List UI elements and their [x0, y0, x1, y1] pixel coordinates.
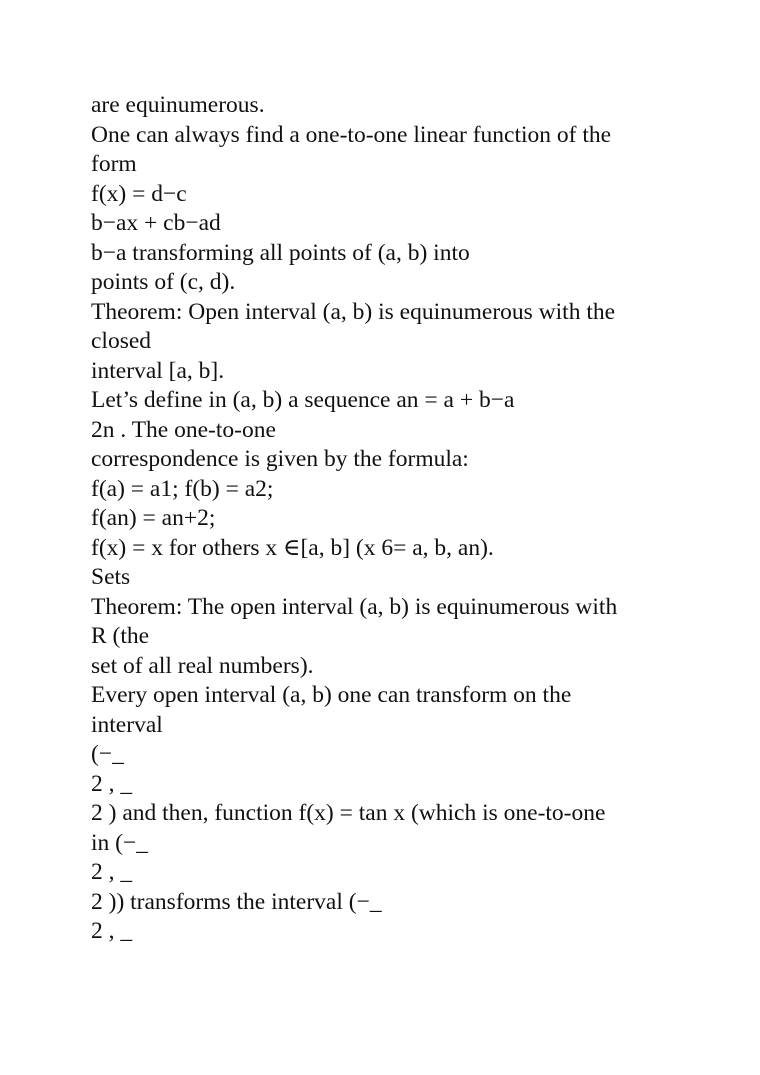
text-line: in (−_	[91, 829, 148, 856]
text-line: 2 , _	[91, 859, 133, 885]
text-line: are equinumerous.	[91, 92, 265, 118]
document-page	[91, 91, 731, 947]
text-line: f(x) = x for others x ∈[a, b] (x 6= a, b, an).	[91, 534, 494, 561]
text-line: 2 , _	[91, 918, 133, 944]
text-line: form	[91, 151, 137, 177]
text-line: Let’s define in (a, b) a sequence an = a + b−a	[91, 387, 515, 413]
text-line: R (the	[91, 623, 150, 649]
text-line: f(an) = an+2;	[91, 505, 216, 531]
text-line: Theorem: Open interval (a, b) is equinumerous with the	[91, 298, 616, 325]
text-line: 2 , _	[91, 770, 133, 797]
text-line: b−a transforming all points of (a, b) into	[91, 239, 470, 266]
text-line: 2 )) transforms the interval (−_	[91, 888, 382, 915]
text-line: Sets	[91, 564, 131, 590]
text-line: Theorem: The open interval (a, b) is equinumerous with	[91, 593, 618, 620]
text-line: set of all real numbers).	[91, 652, 314, 679]
text-line: One can always find a one-to-one linear function of the	[91, 121, 612, 148]
text-line: points of (c, d).	[91, 269, 236, 295]
text-line: (−_	[91, 741, 124, 767]
text-line: 2 ) and then, function f(x) = tan x (which is one-to-one	[91, 800, 606, 826]
text-line: Every open interval (a, b) one can transform on the	[91, 682, 572, 708]
text-line: interval	[91, 711, 163, 738]
text-line: f(a) = a1; f(b) = a2;	[91, 475, 274, 502]
text-line: interval [a, b].	[91, 357, 225, 384]
text-line: 2n . The one-to-one	[91, 416, 276, 443]
text-line: closed	[91, 328, 152, 354]
text-line: f(x) = d−c	[91, 180, 187, 207]
text-line: b−ax + cb−ad	[91, 210, 221, 236]
text-line: correspondence is given by the formula:	[91, 446, 469, 472]
